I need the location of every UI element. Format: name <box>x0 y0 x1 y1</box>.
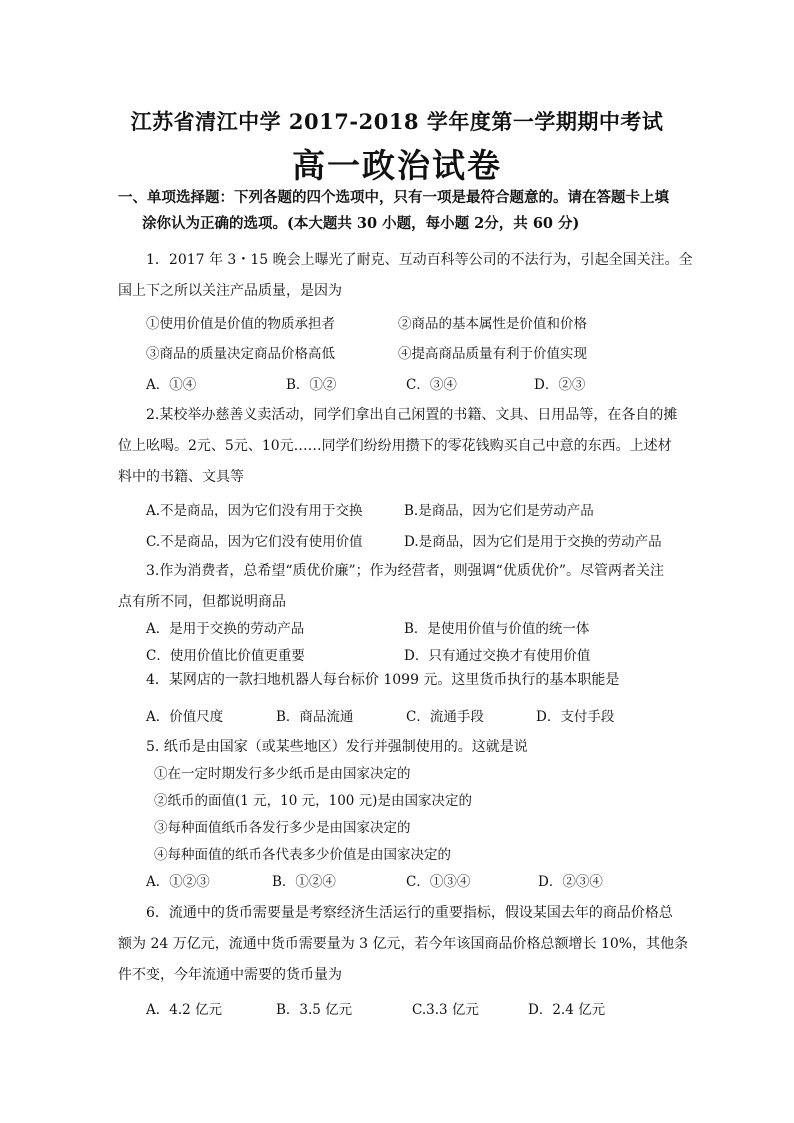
q1-statement-2: ②商品的基本属性是价值和价格 <box>398 316 587 332</box>
q2-option-d: D.是商品，因为它们是用于交换的劳动产品 <box>404 534 662 550</box>
q4-option-b: B．商品流通 <box>276 709 354 725</box>
q5-option-c: C．①③④ <box>406 874 471 890</box>
section-instructions-line-2: 涂你认为正确的选项。(本大题共 30 小题，每小题 2分，共 60 分) <box>142 215 580 232</box>
q5-statement-1: ①在一定时期发行多少纸币是由国家决定的 <box>154 766 411 782</box>
q1-option-d: D．②③ <box>534 377 586 393</box>
q1-option-a: A．①④ <box>146 377 197 393</box>
q1-statement-3: ③商品的质量决定商品价格高低 <box>146 346 335 362</box>
q5-statement-3: ③每种面值纸币各发行多少是由国家决定的 <box>154 820 411 836</box>
section-instructions-line-1: 一、单项选择题：下列各题的四个选项中，只有一项是最符合题意的。请在答题卡上填 <box>118 189 669 206</box>
q5-statement-4: ④每种面值的纸币各代表多少价值是由国家决定的 <box>154 847 451 863</box>
q5-option-d: D．②③④ <box>538 874 603 890</box>
q2-option-c: C.不是商品，因为它们没有使用价值 <box>146 534 363 550</box>
q2-option-a: A.不是商品，因为它们没有用于交换 <box>146 503 363 519</box>
q5-option-a: A．①②③ <box>146 874 210 890</box>
school-exam-title: 江苏省清江中学 2017-2018 学年度第一学期期中考试 <box>130 109 664 134</box>
q6-option-a: A．4.2 亿元 <box>146 1002 223 1018</box>
q3-option-b: B．是使用价值与价值的统一体 <box>404 621 590 637</box>
q6-stem-line-3: 件不变，今年流通中需要的货币量为 <box>118 967 342 983</box>
q2-stem-line-3: 料中的书籍、文具等 <box>118 469 244 485</box>
q3-option-a: A．是用于交换的劳动产品 <box>146 621 305 637</box>
q1-option-c: C．③④ <box>406 377 457 393</box>
q4-option-a: A．价值尺度 <box>146 709 224 725</box>
q1-stem-line-1: 1．2017 年 3・15 晚会上曝光了耐克、互动百科等公司的不法行为，引起全国关注。全 <box>146 252 693 268</box>
q4-option-d: D．支付手段 <box>536 709 615 725</box>
q2-stem-line-2: 位上吆喝。2元、5元、10元……同学们纷纷用攒下的零花钱购买自己中意的东西。上述材 <box>118 438 672 454</box>
q3-stem-line-1: 3.作为消费者，总希望“质优价廉”；作为经营者，则强调“优质优价”。尽管两者关注 <box>146 563 664 579</box>
q5-statement-2: ②纸币的面值(1 元，10 元，100 元)是由国家决定的 <box>154 793 472 809</box>
q2-option-b: B.是商品，因为它们是劳动产品 <box>404 503 594 519</box>
q5-option-b: B．①②④ <box>272 874 336 890</box>
q3-option-c: C．使用价值比价值更重要 <box>146 648 305 664</box>
q6-option-c: C.3.3 亿元 <box>412 1002 479 1018</box>
q1-statement-4: ④提高商品质量有利于价值实现 <box>398 346 587 362</box>
q6-option-d: D．2.4 亿元 <box>528 1002 606 1018</box>
q6-stem-line-2: 额为 24 万亿元，流通中货币需要量为 3 亿元，若今年该国商品价格总额增长 10%，其他条 <box>118 936 689 952</box>
q1-stem-line-2: 国上下之所以关注产品质量，是因为 <box>118 283 342 299</box>
q4-option-c: C．流通手段 <box>406 709 484 725</box>
q4-stem-line-1: 4．某网店的一款扫地机器人每台标价 1099 元。这里货币执行的基本职能是 <box>146 672 620 688</box>
section-instructions <box>118 185 688 237</box>
q6-stem-line-1: 6．流通中的货币需要量是考察经济生活运行的重要指标，假设某国去年的商品价格总 <box>146 905 673 921</box>
q1-statement-1: ①使用价值是价值的物质承担者 <box>146 316 335 332</box>
q3-option-d: D．只有通过交换才有使用价值 <box>404 648 591 664</box>
exam-paper-title: 高一政治试卷 <box>292 146 502 185</box>
q3-stem-line-2: 点有所不同，但都说明商品 <box>118 594 286 610</box>
q5-stem-line-1: 5. 纸币是由国家（或某些地区）发行并强制使用的。这就是说 <box>146 739 528 755</box>
q2-stem-line-1: 2.某校举办慈善义卖活动，同学们拿出自己闲置的书籍、文具、日用品等，在各自的摊 <box>146 407 678 423</box>
q6-option-b: B．3.5 亿元 <box>276 1002 353 1018</box>
q1-option-b: B．①② <box>286 377 337 393</box>
